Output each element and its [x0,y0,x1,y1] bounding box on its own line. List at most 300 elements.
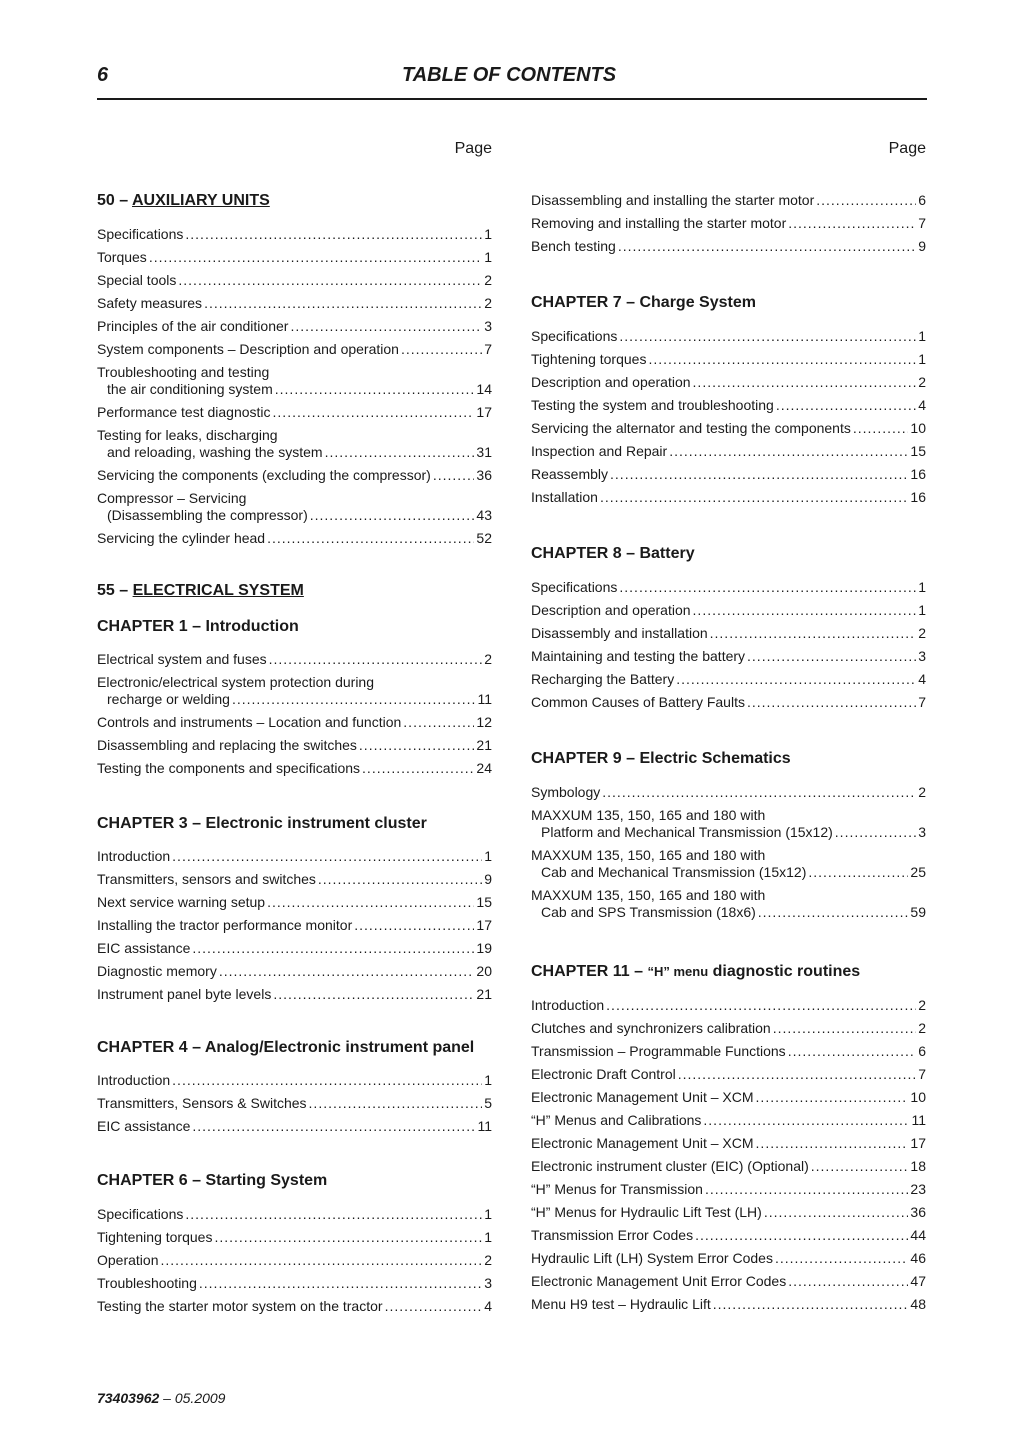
toc-entry-row [97,760,492,777]
toc-leader-dots [362,760,474,777]
toc-entry [97,467,492,484]
toc-entry-row [97,871,492,888]
toc-page-number: 25 [910,864,926,880]
toc-leader-dots [192,940,474,957]
toc-entry [531,1112,926,1129]
chapter-title-part: “H” menu [647,964,709,979]
toc-entry-text: Safety measures [97,295,203,311]
page-number: 6 [97,64,109,86]
toc-entry-text: Introduction [97,848,171,864]
toc-entry-text: Specifications [531,328,618,344]
toc-leader-dots [788,215,916,232]
toc-entry [97,714,492,731]
toc-entry [97,986,492,1003]
toc-entry [97,894,492,911]
toc-leader-dots [309,1095,483,1112]
toc-leader-dots [290,318,482,335]
toc-entry-row [97,444,492,461]
toc-entry-text: “H” Menus for Transmission [531,1181,703,1197]
toc-entry-text: Tightening torques [531,351,647,367]
toc-entry-text: Introduction [531,997,605,1013]
toc-entry-text: Transmitters, Sensors & Switches [97,1095,307,1111]
toc-entry [531,374,926,391]
toc-entry-text: Instrument panel byte levels [97,986,272,1002]
chapter-heading: CHAPTER 8 – Battery [531,545,695,562]
toc-leader-dots [185,1206,482,1223]
toc-entry-row [97,381,492,398]
toc-entry-row [531,1112,926,1129]
section-title: AUXILIARY UNITS [132,192,270,209]
toc-leader-dots [747,694,916,711]
toc-page-number: 1 [918,328,926,344]
section-number: 50 – [97,192,129,209]
toc-leader-dots [433,467,475,484]
toc-entry [97,318,492,335]
toc-leader-dots [172,848,482,865]
toc-entry-text: Specifications [97,1206,184,1222]
toc-page-number: 12 [476,714,492,730]
toc-entry [531,1135,926,1152]
toc-entry-text: Transmitters, sensors and switches [97,871,316,887]
toc-entry-row [531,1135,926,1152]
toc-entry [97,272,492,289]
toc-entry-row [531,443,926,460]
toc-leader-dots [318,871,482,888]
toc-entry-row [531,824,926,841]
toc-page-number: 15 [476,894,492,910]
toc-entry [531,351,926,368]
toc-entry-row [531,1296,926,1313]
toc-page-number: 9 [484,871,492,887]
toc-entry-row [531,1227,926,1244]
toc-entry-text: Disassembly and installation [531,625,708,641]
toc-entry-text: Transmission – Programmable Functions [531,1043,786,1059]
toc-entry [97,490,492,524]
toc-entry [97,674,492,708]
toc-entry [531,192,926,209]
toc-entry-text: Clutches and synchronizers calibration [531,1020,771,1036]
chapter-heading: CHAPTER 9 – Electric Schematics [531,750,791,767]
toc-page-number: 36 [476,467,492,483]
toc-entry-text: Menu H9 test – Hydraulic Lift [531,1296,711,1312]
toc-entry-text: Removing and installing the starter motor [531,215,787,231]
toc-page-number: 20 [476,963,492,979]
toc-entry-text: EIC assistance [97,1118,191,1134]
toc-entry-text: EIC assistance [97,940,191,956]
toc-entry-text: recharge or welding [107,691,230,707]
toc-entry-text: Special tools [97,272,177,288]
toc-entry [97,341,492,358]
toc-entry [531,1181,926,1198]
toc-entry-line: Troubleshooting and testing [97,364,270,380]
toc-page-number: 3 [918,824,926,840]
chapter-title-part: diagnostic routines [708,963,861,980]
document-footer [97,1390,225,1406]
doc-date: – 05.2009 [159,1390,226,1406]
toc-entry-text: “H” Menus and Calibrations [531,1112,702,1128]
toc-entry-text: Transmission Error Codes [531,1227,694,1243]
toc-entry-row [97,848,492,865]
toc-entry-row [531,1250,926,1267]
toc-entry-row [531,784,926,801]
toc-entry [97,760,492,777]
toc-entry-text: Specifications [531,579,618,595]
toc-entry-row [531,602,926,619]
toc-page-number: 7 [918,215,926,231]
toc-entry-text: Troubleshooting [97,1275,197,1291]
toc-page-number: 2 [918,784,926,800]
toc-entry [97,651,492,668]
doc-number: 73403962 [97,1390,160,1406]
toc-entry-row [531,238,926,255]
toc-page-number: 21 [476,737,492,753]
toc-entry-row [531,648,926,665]
toc-page-number: 43 [476,507,492,523]
toc-leader-dots [204,295,482,312]
toc-entry-row [531,904,926,921]
toc-entry [97,1118,492,1135]
toc-leader-dots [267,894,474,911]
toc-page-number: 15 [910,443,926,459]
toc-entry [531,1204,926,1221]
section-title: ELECTRICAL SYSTEM [132,582,304,599]
toc-leader-dots [705,1181,908,1198]
toc-entry-text: Testing the system and troubleshooting [531,397,774,413]
toc-leader-dots [269,651,483,668]
toc-page-number: 1 [918,351,926,367]
toc-page-number: 11 [477,1118,492,1134]
toc-entry [97,530,492,547]
toc-entry-row [97,691,492,708]
toc-page-number: 7 [484,341,492,357]
toc-page-number: 11 [911,1112,926,1128]
toc-entry-row [531,215,926,232]
toc-entry-row [531,374,926,391]
toc-page-number: 3 [484,318,492,334]
toc-leader-dots [185,226,482,243]
toc-entry-text: Cab and SPS Transmission (18x6) [541,904,756,920]
toc-entry-text: (Disassembling the compressor) [107,507,308,523]
toc-entry [531,784,926,801]
toc-leader-dots [385,1298,483,1315]
toc-entry-text: Installing the tractor performance monitor [97,917,353,933]
toc-entry [97,1072,492,1089]
toc-leader-dots [618,238,916,255]
toc-entry-row [97,940,492,957]
toc-leader-dots [764,1204,909,1221]
toc-page-number: 46 [910,1250,926,1266]
toc-page-number: 4 [484,1298,492,1314]
toc-leader-dots [192,1118,475,1135]
toc-page-number: 6 [918,1043,926,1059]
toc-entry-text: Cab and Mechanical Transmission (15x12) [541,864,807,880]
toc-entry-row [97,1275,492,1292]
toc-leader-dots [835,824,916,841]
page-title: TABLE OF CONTENTS [402,64,617,86]
toc-page-number: 7 [918,694,926,710]
toc-entry-row [97,404,492,421]
toc-entry-text: Testing the components and specifications [97,760,361,776]
toc-entry [97,427,492,461]
toc-entry-text: “H” Menus for Hydraulic Lift Test (LH) [531,1204,762,1220]
toc-entry-text: Reassembly [531,466,609,482]
toc-entry [97,1298,492,1315]
toc-entry-row [97,272,492,289]
toc-entry-row [97,651,492,668]
toc-entry [97,295,492,312]
toc-entry-row [531,1181,926,1198]
toc-entry-text: the air conditioning system [107,381,273,397]
toc-page-number: 18 [910,1158,926,1174]
toc-entry-row [531,997,926,1014]
toc-entry-row [531,489,926,506]
toc-entry-row [531,1020,926,1037]
toc-page-number: 2 [918,625,926,641]
toc-page-number: 3 [918,648,926,664]
chapter-heading: CHAPTER 6 – Starting System [97,1172,328,1189]
toc-entry-text: Recharging the Battery [531,671,675,687]
chapter-heading: CHAPTER 7 – Charge System [531,294,756,311]
toc-entry [531,602,926,619]
toc-entry [531,215,926,232]
toc-page-number: 23 [910,1181,926,1197]
toc-entry [97,404,492,421]
toc-leader-dots [747,648,916,665]
toc-entry-row [531,1158,926,1175]
toc-entry-text: Diagnostic memory [97,963,217,979]
toc-entry-row [97,530,492,547]
toc-entry [531,1020,926,1037]
chapter-heading: CHAPTER 4 – Analog/Electronic instrument panel [97,1039,475,1056]
toc-entry-text: Next service warning setup [97,894,266,910]
toc-entry-row [531,625,926,642]
toc-entry-text: Principles of the air conditioner [97,318,289,334]
toc-page-number: 6 [918,192,926,208]
toc-leader-dots [178,272,482,289]
toc-entry [531,1066,926,1083]
toc-entry [97,1252,492,1269]
toc-leader-dots [199,1275,482,1292]
toc-entry-row [97,894,492,911]
chapter-title-part: CHAPTER 11 – [531,963,648,980]
toc-entry-row [531,1204,926,1221]
toc-entry-line: Electronic/electrical system protection during [97,674,375,690]
toc-entry-row [531,397,926,414]
toc-entry-text: Electronic Management Unit Error Codes [531,1273,787,1289]
toc-entry [531,1043,926,1060]
toc-entry-text: Disassembling and replacing the switches [97,737,357,753]
toc-leader-dots [788,1043,917,1060]
toc-leader-dots [756,1089,909,1106]
toc-page-number: 1 [484,249,492,265]
toc-entry-text: Symbology [531,784,601,800]
toc-entry-row [97,714,492,731]
toc-page-number: 1 [484,1229,492,1245]
toc-page-number: 9 [918,238,926,254]
toc-entry-row [531,1066,926,1083]
toc-entry [531,671,926,688]
toc-page-number: 2 [918,1020,926,1036]
toc-entry-text: Installation [531,489,598,505]
toc-entry-row [531,694,926,711]
toc-page-number: 11 [477,691,492,707]
toc-entry-text: Inspection and Repair [531,443,668,459]
toc-left-column [97,140,492,1314]
toc-page-number: 4 [918,397,926,413]
toc-leader-dots [149,249,482,266]
toc-entry-row [97,917,492,934]
toc-entry-row [97,1229,492,1246]
toc-leader-dots [160,1252,482,1269]
toc-entry [97,917,492,934]
toc-leader-dots [354,917,474,934]
toc-entry [97,1229,492,1246]
toc-entry-row [531,864,926,881]
toc-entry [97,1206,492,1223]
toc-entry-row [531,1043,926,1060]
toc-leader-dots [359,737,475,754]
toc-leader-dots [267,530,474,547]
toc-entry-text: Platform and Mechanical Transmission (15x12) [541,824,833,840]
toc-leader-dots [776,397,916,414]
toc-leader-dots [756,1135,909,1152]
toc-entry-row [97,1298,492,1315]
toc-page-number: 1 [484,1072,492,1088]
toc-entry-text: Performance test diagnostic [97,404,271,420]
toc-page-number: 2 [918,997,926,1013]
section-heading [97,582,304,600]
toc-entry [531,1227,926,1244]
toc-entry-row [97,1252,492,1269]
toc-leader-dots [610,466,908,483]
page-column-label: Page [454,140,492,157]
toc-page-number: 16 [910,466,926,482]
toc-page-number: 1 [484,1206,492,1222]
toc-entry-row [97,1118,492,1135]
toc-entry [531,420,926,437]
section-heading [97,192,270,210]
toc-entry-line: Compressor – Servicing [97,490,247,506]
toc-entry [531,238,926,255]
toc-leader-dots [693,374,917,391]
toc-entry-row [97,1206,492,1223]
toc-entry [531,328,926,345]
toc-leader-dots [773,1020,917,1037]
toc-entry [97,364,492,398]
toc-entry [531,807,926,841]
toc-leader-dots [403,714,474,731]
toc-entry [97,940,492,957]
toc-page-number: 2 [484,295,492,311]
toc-page-number: 17 [476,404,492,420]
toc-page-number: 24 [476,760,492,776]
toc-entry [531,397,926,414]
toc-entry-text: Common Causes of Battery Faults [531,694,745,710]
toc-leader-dots [310,507,475,524]
toc-leader-dots [602,784,916,801]
toc-leader-dots [648,351,916,368]
toc-entry-row [97,737,492,754]
toc-entry-row [531,351,926,368]
toc-page-number: 14 [476,381,492,397]
toc-entry-text: Description and operation [531,602,691,618]
toc-leader-dots [695,1227,908,1244]
toc-entry [531,1158,926,1175]
toc-page-number: 7 [918,1066,926,1082]
toc-leader-dots [401,341,482,358]
toc-entry-text: System components – Description and operation [97,341,399,357]
toc-entry [97,963,492,980]
toc-entry-text: Specifications [97,226,184,242]
toc-page-number: 1 [484,226,492,242]
toc-leader-dots [853,420,909,437]
toc-page-number: 1 [918,579,926,595]
toc-leader-dots [775,1250,908,1267]
toc-entry [97,226,492,243]
toc-entry-text: Maintaining and testing the battery [531,648,746,664]
toc-leader-dots [219,963,475,980]
toc-leader-dots [214,1229,482,1246]
toc-page-number: 21 [476,986,492,1002]
toc-page-number: 1 [918,602,926,618]
toc-entry [531,466,926,483]
toc-entry-row [97,318,492,335]
toc-entry-row [97,986,492,1003]
toc-page-number: 10 [910,1089,926,1105]
page-header [97,62,927,100]
toc-entry [531,1296,926,1313]
toc-page-number: 3 [484,1275,492,1291]
toc-entry-text: Electronic Management Unit – XCM [531,1089,754,1105]
toc-entry-row [97,295,492,312]
toc-leader-dots [232,691,475,708]
toc-page-number: 1 [484,848,492,864]
toc-entry [97,871,492,888]
toc-entry-row [97,1095,492,1112]
toc-entry-text: Hydraulic Lift (LH) System Error Codes [531,1250,773,1266]
toc-entry [531,443,926,460]
toc-leader-dots [816,192,916,209]
toc-entry [531,648,926,665]
toc-entry-row [531,420,926,437]
toc-leader-dots [808,864,908,881]
toc-entry [97,1095,492,1112]
toc-leader-dots [703,1112,909,1129]
toc-leader-dots [619,579,916,596]
toc-leader-dots [758,904,909,921]
toc-leader-dots [713,1296,909,1313]
toc-entry-text: Disassembling and installing the starter motor [531,192,815,208]
toc-entry-line: Testing for leaks, discharging [97,427,278,443]
toc-entry [531,625,926,642]
toc-entry-text: Torques [97,249,147,265]
toc-entry-text: Servicing the alternator and testing the components [531,420,851,436]
toc-page-number: 48 [910,1296,926,1312]
toc-page-number: 2 [918,374,926,390]
toc-entry-row [531,192,926,209]
toc-entry-text: Electronic Draft Control [531,1066,676,1082]
toc-page-number: 44 [910,1227,926,1243]
toc-leader-dots [619,328,916,345]
toc-entry [531,489,926,506]
toc-page-number: 36 [910,1204,926,1220]
toc-entry-line: MAXXUM 135, 150, 165 and 180 with [531,807,766,823]
page-column-label: Page [888,140,926,157]
toc-leader-dots [600,489,908,506]
toc-entry-text: Controls and instruments – Location and function [97,714,402,730]
toc-entry-text: Servicing the components (excluding the compressor) [97,467,431,483]
toc-entry [97,848,492,865]
